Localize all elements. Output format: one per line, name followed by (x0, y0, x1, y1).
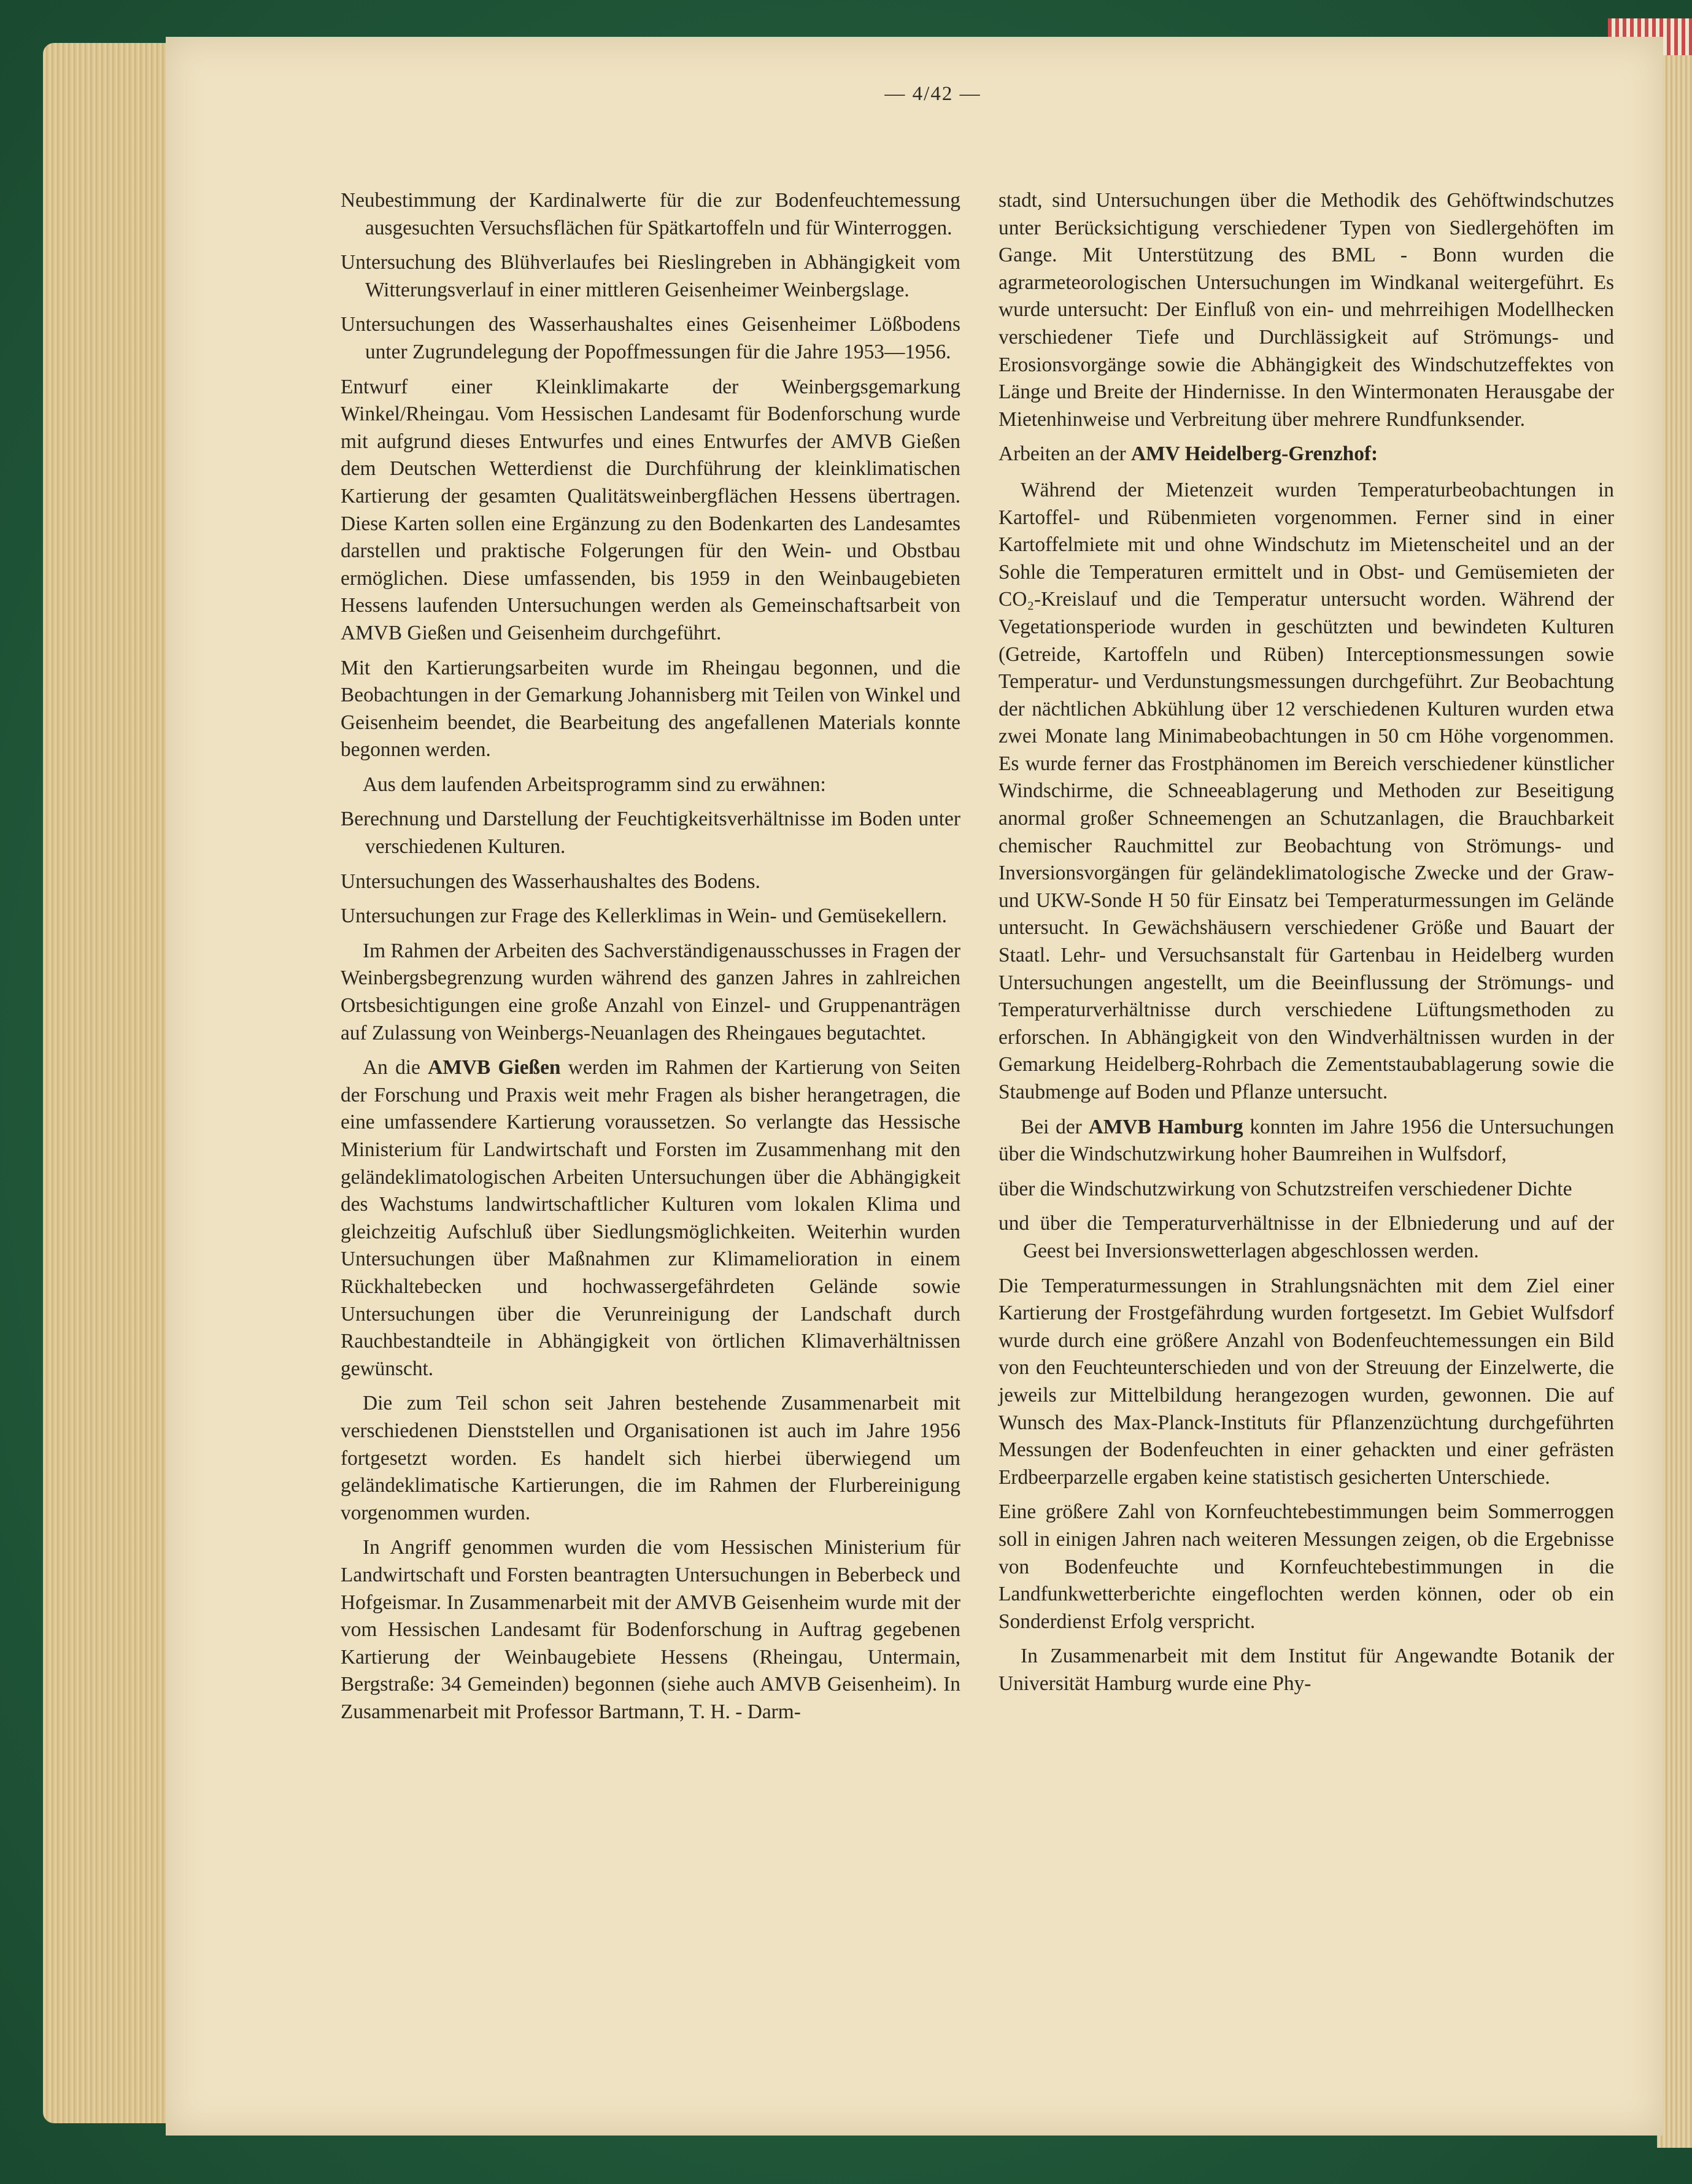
paragraph-text: An die (363, 1056, 428, 1079)
paragraph-text: Bei der (1021, 1115, 1089, 1138)
right-column (999, 187, 1614, 1705)
paragraph: Während der Mietenzeit wurden Temperaturbeobachtungen in Kartoffel- und Rübenmieten vorgenommen. Ferner sind in einer Kartoffelmiete mit und ohne Windschutz im Mietenscheitel und an der Sohle die Temperaturen ermittelt und in Obst- und Gemüsemieten der CO₂-Kreislauf und die Temperatur untersucht worden. Während der Vegetationsperiode wurden in geschützten und bewindeten Kulturen (Getreide, Kartoffeln und Rüben) Interceptionsmessungen sowie Temperatur- und Verdunstungsmessungen durchgeführt. Zur Beobachtung der nächtlichen Abkühlung über 12 verschiedenen Kulturen wurden etwa zwei Monate lang Minimabeobachtungen in 50 cm Höhe vorgenommen. Es wurde ferner das Frostphänomen im Bereich verschiedener künstlicher Windschirme, die Schneeablagerung und Methoden zur Beseitigung anormal großer Schneemengen an Schutzanlagen, die Brauchbarkeit chemischer Rauchmittel zur Beobachtung von Strömungs- und Inversionsvorgängen für geländeklimatologische Zwecke und der Graw- und UKW-Sonde H 50 für Einsatz bei Temperaturmessungen im Gelände untersucht. In Gewächshäusern verschiedener Größe und Bauart der Staatl. Lehr- und Versuchsanstalt für Gartenbau in Heidelberg wurden Untersuchungen angestellt, um die Beeinflussung der Strömungs- und Temperaturverhältnisse durch verschiedene Lüftungsmethoden zu erforschen. In Abhängigkeit von den Windverhältnissen wurden in der Gemarkung Heidelberg-Rohrbach die Zementstaubablagerung sowie die Staubmenge auf Boden und Pflanze untersucht. (999, 478, 1614, 1103)
paragraph: Mit den Kartierungsarbeiten wurde im Rheingau begonnen, und die Beobachtungen in der Gemarkung Johannisberg mit Teilen von Winkel und Geisenheim beendet, die Bearbeitung des angefallenen Materials konnte begonnen werden. (341, 656, 960, 762)
paragraph: In Zusammenarbeit mit dem Institut für Angewandte Botanik der Universität Hamburg wurde eine Phy- (999, 1645, 1614, 1695)
paragraph: Untersuchung des Blühverlaufes bei Rieslingreben in Abhängigkeit vom Witterungsverlauf in einer mittleren Geisenheimer Weinbergslage. (341, 251, 960, 301)
paragraph: Untersuchungen des Wasserhaushaltes eines Geisenheimer Lößbodens unter Zugrundelegung der Popoffmessungen für die Jahre 1953—1956. (341, 313, 960, 363)
paragraph-text: Arbeiten an der (999, 442, 1132, 466)
page-edges-left (43, 43, 178, 2123)
paragraph (999, 441, 1614, 468)
paragraph: Die zum Teil schon seit Jahren bestehende Zusammenarbeit mit verschiedenen Dienststellen und Organisationen ist auch im Jahre 1956 fortgesetzt worden. Es handelt sich hierbei überwiegend um geländeklimatische Kartierungen, die im Rahmen der Flurbereinigung vorgenommen wurden. (341, 1392, 960, 1524)
paragraph (999, 1114, 1614, 1168)
paragraph: Eine größere Zahl von Kornfeuchtebestimmungen beim Sommerroggen soll in einigen Jahren nach weiteren Messungen zeigen, ob die Ergebnisse von Bodenfeuchte und Kornfeuchtebestimmungen in die Landfunkwetterberichte eingeflochten werden können, oder ob ein Sonderdienst Erfolg verspricht. (999, 1500, 1614, 1633)
paragraph: Berechnung und Darstellung der Feuchtigkeitsverhältnisse im Boden unter verschiedenen Kulturen. (341, 808, 960, 859)
paragraph-text: konnten im Jahre 1956 die Untersuchungen über die Windschutzwirkung hoher Baumreihen in Wulfsdorf, (999, 1115, 1614, 1166)
paragraph: Untersuchungen des Wasserhaushaltes des Bodens. (341, 870, 760, 893)
paragraph: Die Temperaturmessungen in Strahlungsnächten mit dem Ziel einer Kartierung der Frostgefährdung wurden fortgesetzt. Im Gebiet Wulfsdorf wurde durch eine größere Anzahl von Bodenfeuchtemessungen ein Bild von den Feuchteunterschieden und von der Streuung der Einzelwerte, die jeweils zur Mittelbildung herangezogen wurden, gewonnen. Die auf Wunsch des Max-Planck-Instituts für Pflanzenzüchtung durchgeführten Messungen der Bodenfeuchten in einer gehackten und einer gefrästen Erdbeerparzelle ergaben keine statistisch gesicherten Unterschiede. (999, 1274, 1614, 1489)
paragraph (341, 1054, 960, 1383)
paragraph: In Angriff genommen wurden die vom Hessischen Ministerium für Landwirtschaft und Forsten beantragten Untersuchungen in Beberbeck und Hofgeismar. In Zusammenarbeit mit der AMVB Geisenheim wurde mit der vom Hessischen Landesamt für Bodenforschung in Auftrag gegebenen Kartierung der Weinbaugebiete Hessens (Rheingau, Untermain, Bergstraße: 34 Gemeinden) begonnen (siehe auch AMVB Geisenheim). In Zusammenarbeit mit Professor Bartmann, T. H. - Darm- (341, 1536, 960, 1723)
paragraph: und über die Temperaturverhältnisse in der Elbniederung und auf der Geest bei Inversionswetterlagen abgeschlossen werden. (999, 1212, 1614, 1262)
paragraph-text: werden im Rahmen der Kartierung von Seiten der Forschung und Praxis weit mehr Fragen als bisher herangetragen, die eine umfassendere Kartierung voraussetzen. So verlangte das Hessische Ministerium für Landwirtschaft und Forsten im Zusammenhang mit den geländeklimatologischen Arbeiten Untersuchungen über die Abhängigkeit des Wachstums landwirtschaftlicher Kulturen vom lokalen Klima und gleichzeitig Aufschluß über Siedlungsmöglichkeiten. Weiterhin wurden Untersuchungen über Maßnahmen zur Klimamelioration in einem Rückhaltebecken und hochwassergefährdeten Gelände sowie Untersuchungen über die Verunreinigung der Landschaft durch Rauchbestandteile in Abhängigkeit von örtlichen Klimaverhältnissen gewünscht. (341, 1056, 960, 1380)
paragraph: über die Windschutzwirkung von Schutzstreifen verschiedener Dichte (999, 1177, 1572, 1200)
station-name: AMVB Hamburg (1088, 1115, 1243, 1138)
paragraph: stadt, sind Untersuchungen über die Methodik des Gehöftwindschutzes unter Berücksichtigung verschiedener Typen von Siedlergehöften im Gange. Mit Unterstützung des BML - Bonn wurden die agrarmeteorologischen Untersuchungen im Windkanal weitergeführt. Es wurde untersucht: Der Einfluß von ein- und mehrreihigen Modellhecken verschiedener Tiefe und Durchlässigkeit auf Strömungs- und Erosionsvorgänge sowie die Abhängigkeit des Windschutzeffektes von Länge und Breite der Hindernisse. In den Wintermonaten Herausgabe der Mietenhinweise und Verbreitung über mehrere Rundfunksender. (999, 189, 1614, 431)
paragraph: Aus dem laufenden Arbeitsprogramm sind zu erwähnen: (363, 773, 826, 796)
paragraph: Neubestimmung der Kardinalwerte für die zur Bodenfeuchtemessung ausgesuchten Versuchsflächen für Spätkartoffeln und für Winterroggen. (341, 189, 960, 239)
left-column (341, 187, 960, 1733)
paragraph: Im Rahmen der Arbeiten des Sachverständigenausschusses in Fragen der Weinbergsbegrenzung wurden während des ganzen Jahres in zahlreichen Ortsbesichtigungen eine große Anzahl von Einzel- und Gruppenanträgen auf Zulassung von Weinbergs-Neuanlagen des Rheingaues begutachtet. (341, 939, 960, 1044)
station-name: AMV Heidelberg-Grenzhof: (1131, 442, 1378, 466)
paragraph: Entwurf einer Kleinklimakarte der Weinbergsgemarkung Winkel/Rheingau. Vom Hessischen Landesamt für Bodenforschung wurde mit aufgrund dieses Entwurfes und eines Entwurfes der AMVB Gießen dem Deutschen Wetterdienst die Durchführung der kleinklimatischen Kartierung der gesamten Qualitätsweinbergflächen Hessens übertragen. Diese Karten sollen eine Ergänzung zu den Bodenkarten des Landesamtes darstellen und praktische Folgerungen für den Wein- und Obstbau ermöglichen. Diese umfassenden, bis 1959 in den Weinbaugebieten Hessens laufenden Untersuchungen werden als Gemeinschaftsarbeit von AMVB Gießen und Geisenheim durchgeführt. (341, 375, 960, 644)
station-name: AMVB Gießen (428, 1056, 561, 1079)
page-number: — 4/42 — (884, 83, 981, 105)
paragraph: Untersuchungen zur Frage des Kellerklimas in Wein- und Gemüsekellern. (341, 905, 947, 928)
